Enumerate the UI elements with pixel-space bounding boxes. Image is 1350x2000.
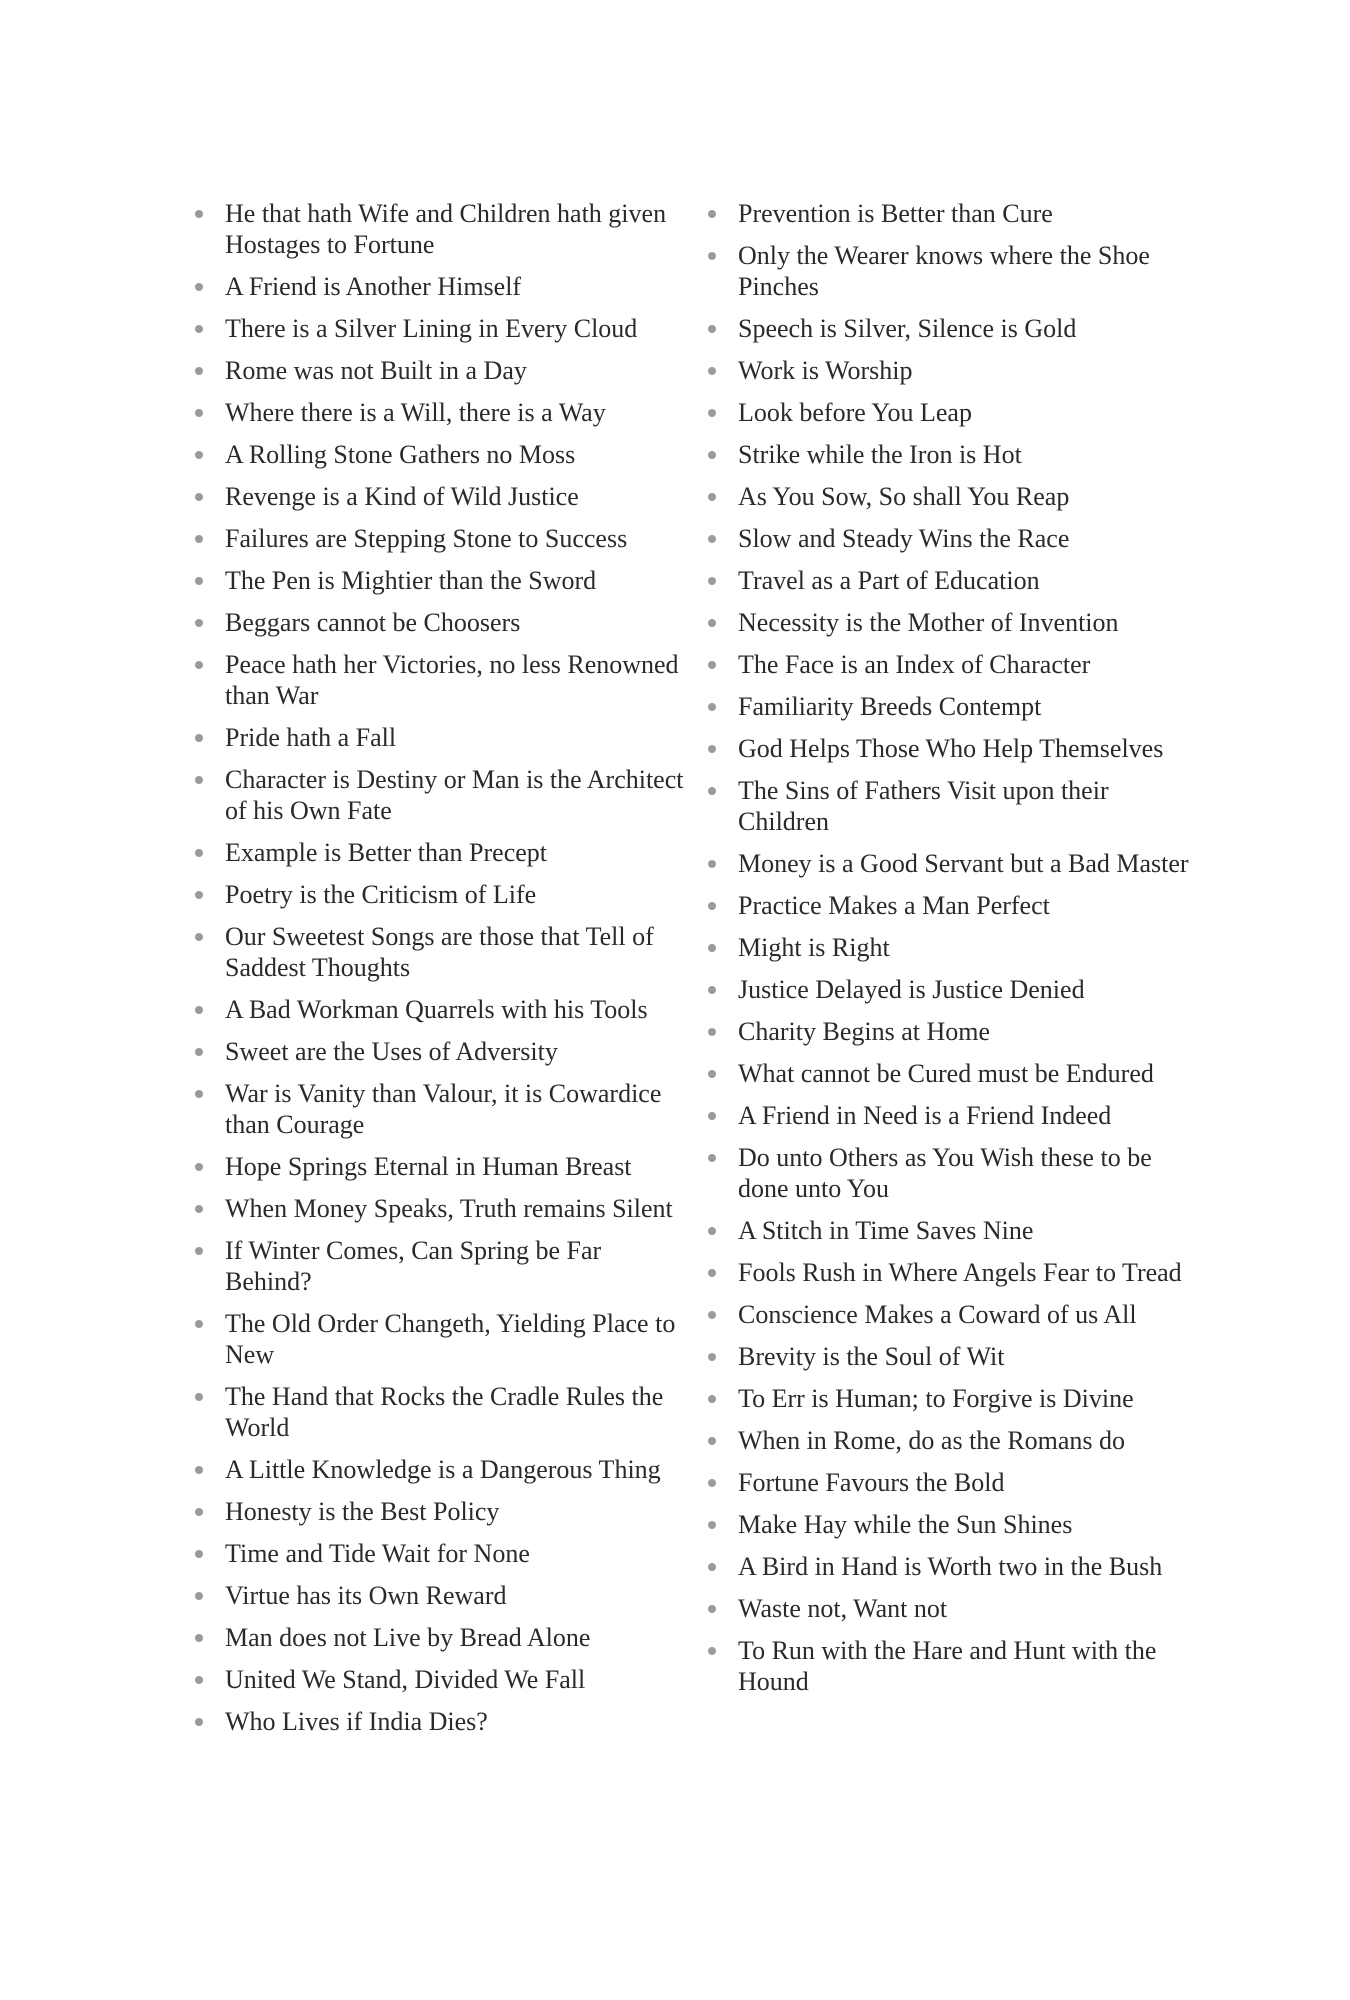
- proverb-item: [190, 921, 690, 983]
- bullet-icon: [708, 451, 716, 459]
- proverb-text: Rome was not Built in a Day: [225, 356, 527, 385]
- proverb-text: When in Rome, do as the Romans do: [738, 1426, 1126, 1455]
- proverb-list-left: [190, 198, 690, 1748]
- bullet-icon: [708, 1437, 716, 1445]
- proverb-item: [703, 932, 1203, 963]
- proverb-item: [190, 879, 690, 910]
- bullet-icon: [195, 734, 203, 742]
- proverb-text: Speech is Silver, Silence is Gold: [738, 314, 1077, 343]
- bullet-icon: [195, 210, 203, 218]
- bullet-icon: [195, 325, 203, 333]
- bullet-icon: [708, 1028, 716, 1036]
- proverb-item: [703, 1058, 1203, 1089]
- proverb-text: Revenge is a Kind of Wild Justice: [225, 482, 579, 511]
- proverb-item: [190, 649, 690, 711]
- proverb-text: Beggars cannot be Choosers: [225, 608, 521, 637]
- proverb-text: Honesty is the Best Policy: [225, 1497, 500, 1526]
- proverb-item: [703, 439, 1203, 470]
- proverb-item: [703, 1467, 1203, 1498]
- bullet-icon: [708, 1395, 716, 1403]
- proverb-item: [703, 1425, 1203, 1456]
- proverb-item: [190, 722, 690, 753]
- proverb-text: Slow and Steady Wins the Race: [738, 524, 1070, 553]
- proverb-item: [190, 1036, 690, 1067]
- proverb-item: [703, 848, 1203, 879]
- proverb-text: Necessity is the Mother of Invention: [738, 608, 1119, 637]
- proverb-text: A Little Knowledge is a Dangerous Thing: [225, 1455, 661, 1484]
- proverb-text: To Run with the Hare and Hunt with the Hound: [738, 1636, 1157, 1696]
- proverb-item: [190, 397, 690, 428]
- proverb-item: [190, 1151, 690, 1182]
- proverb-item: [190, 1706, 690, 1737]
- proverb-text: God Helps Those Who Help Themselves: [738, 734, 1164, 763]
- proverb-text: Make Hay while the Sun Shines: [738, 1510, 1073, 1539]
- proverb-text: Travel as a Part of Education: [738, 566, 1040, 595]
- bullet-icon: [195, 577, 203, 585]
- proverb-text: The Old Order Changeth, Yielding Place to New: [225, 1309, 676, 1369]
- proverb-item: [703, 1215, 1203, 1246]
- proverb-item: [190, 607, 690, 638]
- proverb-text: Brevity is the Soul of Wit: [738, 1342, 1005, 1371]
- proverb-item: [703, 1593, 1203, 1624]
- proverb-text: United We Stand, Divided We Fall: [225, 1665, 586, 1694]
- proverb-item: [703, 649, 1203, 680]
- bullet-icon: [195, 891, 203, 899]
- bullet-icon: [195, 1592, 203, 1600]
- proverb-item: [190, 481, 690, 512]
- proverb-item: [703, 1341, 1203, 1372]
- proverb-item: [190, 1538, 690, 1569]
- bullet-icon: [708, 1605, 716, 1613]
- proverb-text: To Err is Human; to Forgive is Divine: [738, 1384, 1134, 1413]
- proverb-item: [190, 1193, 690, 1224]
- bullet-icon: [195, 1048, 203, 1056]
- bullet-icon: [195, 661, 203, 669]
- proverb-text: Man does not Live by Bread Alone: [225, 1623, 591, 1652]
- proverb-text: Prevention is Better than Cure: [738, 199, 1053, 228]
- proverb-text: Example is Better than Precept: [225, 838, 548, 867]
- proverb-item: [703, 890, 1203, 921]
- bullet-icon: [708, 1563, 716, 1571]
- proverb-item: [190, 1622, 690, 1653]
- proverb-text: Failures are Stepping Stone to Success: [225, 524, 628, 553]
- proverb-item: [190, 1235, 690, 1297]
- proverb-item: [190, 198, 690, 260]
- proverb-text: Who Lives if India Dies?: [225, 1707, 488, 1736]
- proverb-item: [703, 775, 1203, 837]
- bullet-icon: [708, 703, 716, 711]
- proverb-text: A Bad Workman Quarrels with his Tools: [225, 995, 648, 1024]
- bullet-icon: [195, 493, 203, 501]
- proverb-item: [703, 1509, 1203, 1540]
- bullet-icon: [708, 325, 716, 333]
- proverb-item: [703, 974, 1203, 1005]
- proverb-item: [190, 1454, 690, 1485]
- proverb-text: Fools Rush in Where Angels Fear to Tread: [738, 1258, 1182, 1287]
- bullet-icon: [708, 1311, 716, 1319]
- bullet-icon: [195, 1090, 203, 1098]
- proverb-text: Conscience Makes a Coward of us All: [738, 1300, 1137, 1329]
- proverb-text: Familiarity Breeds Contempt: [738, 692, 1042, 721]
- bullet-icon: [708, 1154, 716, 1162]
- proverb-item: [190, 1496, 690, 1527]
- bullet-icon: [708, 409, 716, 417]
- proverb-item: [190, 994, 690, 1025]
- proverb-text: The Pen is Mightier than the Sword: [225, 566, 597, 595]
- proverb-text: The Hand that Rocks the Cradle Rules the World: [225, 1382, 664, 1442]
- proverb-text: Poetry is the Criticism of Life: [225, 880, 537, 909]
- proverb-text: A Friend in Need is a Friend Indeed: [738, 1101, 1112, 1130]
- proverb-text: As You Sow, So shall You Reap: [738, 482, 1070, 511]
- proverb-text: Virtue has its Own Reward: [225, 1581, 507, 1610]
- bullet-icon: [708, 1647, 716, 1655]
- bullet-icon: [708, 619, 716, 627]
- proverb-text: A Friend is Another Himself: [225, 272, 522, 301]
- proverb-text: Strike while the Iron is Hot: [738, 440, 1022, 469]
- proverb-text: There is a Silver Lining in Every Cloud: [225, 314, 638, 343]
- proverb-text: Do unto Others as You Wish these to be done unto You: [738, 1143, 1152, 1203]
- bullet-icon: [195, 1634, 203, 1642]
- bullet-icon: [195, 1006, 203, 1014]
- bullet-icon: [708, 1112, 716, 1120]
- proverb-item: [703, 397, 1203, 428]
- proverb-item: [190, 764, 690, 826]
- proverb-text: Peace hath her Victories, no less Renowned than War: [225, 650, 679, 710]
- bullet-icon: [708, 1353, 716, 1361]
- proverb-item: [190, 1381, 690, 1443]
- proverb-text: A Stitch in Time Saves Nine: [738, 1216, 1034, 1245]
- proverb-item: [190, 1078, 690, 1140]
- proverb-text: Where there is a Will, there is a Way: [225, 398, 606, 427]
- bullet-icon: [708, 860, 716, 868]
- proverb-item: [190, 1580, 690, 1611]
- bullet-icon: [195, 1393, 203, 1401]
- proverb-item: [703, 1100, 1203, 1131]
- bullet-icon: [195, 1163, 203, 1171]
- proverb-text: Justice Delayed is Justice Denied: [738, 975, 1085, 1004]
- proverb-item: [190, 439, 690, 470]
- proverb-text: Sweet are the Uses of Adversity: [225, 1037, 558, 1066]
- proverb-item: [703, 313, 1203, 344]
- bullet-icon: [708, 1269, 716, 1277]
- proverb-text: Pride hath a Fall: [225, 723, 397, 752]
- bullet-icon: [708, 661, 716, 669]
- proverb-text: Practice Makes a Man Perfect: [738, 891, 1050, 920]
- proverb-text: Our Sweetest Songs are those that Tell of Saddest Thoughts: [225, 922, 654, 982]
- proverb-item: [190, 1308, 690, 1370]
- proverb-text: Work is Worship: [738, 356, 913, 385]
- bullet-icon: [195, 367, 203, 375]
- proverb-item: [703, 355, 1203, 386]
- proverb-item: [703, 240, 1203, 302]
- proverb-text: Charity Begins at Home: [738, 1017, 991, 1046]
- bullet-icon: [195, 535, 203, 543]
- proverb-text: A Rolling Stone Gathers no Moss: [225, 440, 576, 469]
- proverb-item: [703, 198, 1203, 229]
- bullet-icon: [195, 409, 203, 417]
- bullet-icon: [708, 1227, 716, 1235]
- bullet-icon: [195, 1320, 203, 1328]
- proverb-item: [703, 1383, 1203, 1414]
- proverb-item: [703, 1551, 1203, 1582]
- proverb-text: If Winter Comes, Can Spring be Far Behind?: [225, 1236, 602, 1296]
- proverb-item: [190, 837, 690, 868]
- proverb-item: [190, 523, 690, 554]
- bullet-icon: [708, 535, 716, 543]
- proverb-text: A Bird in Hand is Worth two in the Bush: [738, 1552, 1163, 1581]
- bullet-icon: [195, 283, 203, 291]
- proverb-text: Character is Destiny or Man is the Architect of his Own Fate: [225, 765, 684, 825]
- proverb-text: Waste not, Want not: [738, 1594, 948, 1623]
- proverb-item: [703, 1016, 1203, 1047]
- proverb-item: [190, 1664, 690, 1695]
- proverb-text: War is Vanity than Valour, it is Cowardice than Courage: [225, 1079, 662, 1139]
- bullet-icon: [708, 1070, 716, 1078]
- proverb-text: The Sins of Fathers Visit upon their Children: [738, 776, 1109, 836]
- proverb-list-right: [703, 198, 1203, 1708]
- bullet-icon: [195, 1550, 203, 1558]
- bullet-icon: [195, 619, 203, 627]
- bullet-icon: [708, 986, 716, 994]
- proverb-text: Time and Tide Wait for None: [225, 1539, 530, 1568]
- bullet-icon: [708, 367, 716, 375]
- bullet-icon: [195, 1247, 203, 1255]
- bullet-icon: [708, 252, 716, 260]
- proverb-item: [703, 1635, 1203, 1697]
- bullet-icon: [195, 1676, 203, 1684]
- bullet-icon: [195, 451, 203, 459]
- proverb-text: Fortune Favours the Bold: [738, 1468, 1005, 1497]
- proverb-item: [703, 1257, 1203, 1288]
- proverb-text: What cannot be Cured must be Endured: [738, 1059, 1154, 1088]
- proverb-text: When Money Speaks, Truth remains Silent: [225, 1194, 673, 1223]
- bullet-icon: [195, 933, 203, 941]
- proverb-text: Look before You Leap: [738, 398, 972, 427]
- bullet-icon: [708, 1479, 716, 1487]
- proverb-item: [703, 1299, 1203, 1330]
- bullet-icon: [708, 745, 716, 753]
- proverb-item: [703, 733, 1203, 764]
- proverb-item: [703, 1142, 1203, 1204]
- bullet-icon: [195, 1466, 203, 1474]
- proverb-text: The Face is an Index of Character: [738, 650, 1091, 679]
- proverb-item: [703, 691, 1203, 722]
- bullet-icon: [708, 493, 716, 501]
- bullet-icon: [195, 1508, 203, 1516]
- bullet-icon: [195, 1718, 203, 1726]
- bullet-icon: [195, 776, 203, 784]
- bullet-icon: [195, 849, 203, 857]
- bullet-icon: [708, 210, 716, 218]
- proverb-text: Only the Wearer knows where the Shoe Pinches: [738, 241, 1150, 301]
- proverb-item: [703, 565, 1203, 596]
- proverb-text: Money is a Good Servant but a Bad Master: [738, 849, 1189, 878]
- bullet-icon: [708, 577, 716, 585]
- bullet-icon: [195, 1205, 203, 1213]
- bullet-icon: [708, 944, 716, 952]
- bullet-icon: [708, 1521, 716, 1529]
- proverb-item: [190, 313, 690, 344]
- bullet-icon: [708, 787, 716, 795]
- proverb-item: [703, 607, 1203, 638]
- proverb-text: Hope Springs Eternal in Human Breast: [225, 1152, 632, 1181]
- proverb-text: Might is Right: [738, 933, 890, 962]
- proverb-text: He that hath Wife and Children hath given Hostages to Fortune: [225, 199, 667, 259]
- proverb-item: [190, 355, 690, 386]
- proverb-item: [190, 271, 690, 302]
- proverb-item: [703, 481, 1203, 512]
- proverb-item: [703, 523, 1203, 554]
- bullet-icon: [708, 902, 716, 910]
- proverb-item: [190, 565, 690, 596]
